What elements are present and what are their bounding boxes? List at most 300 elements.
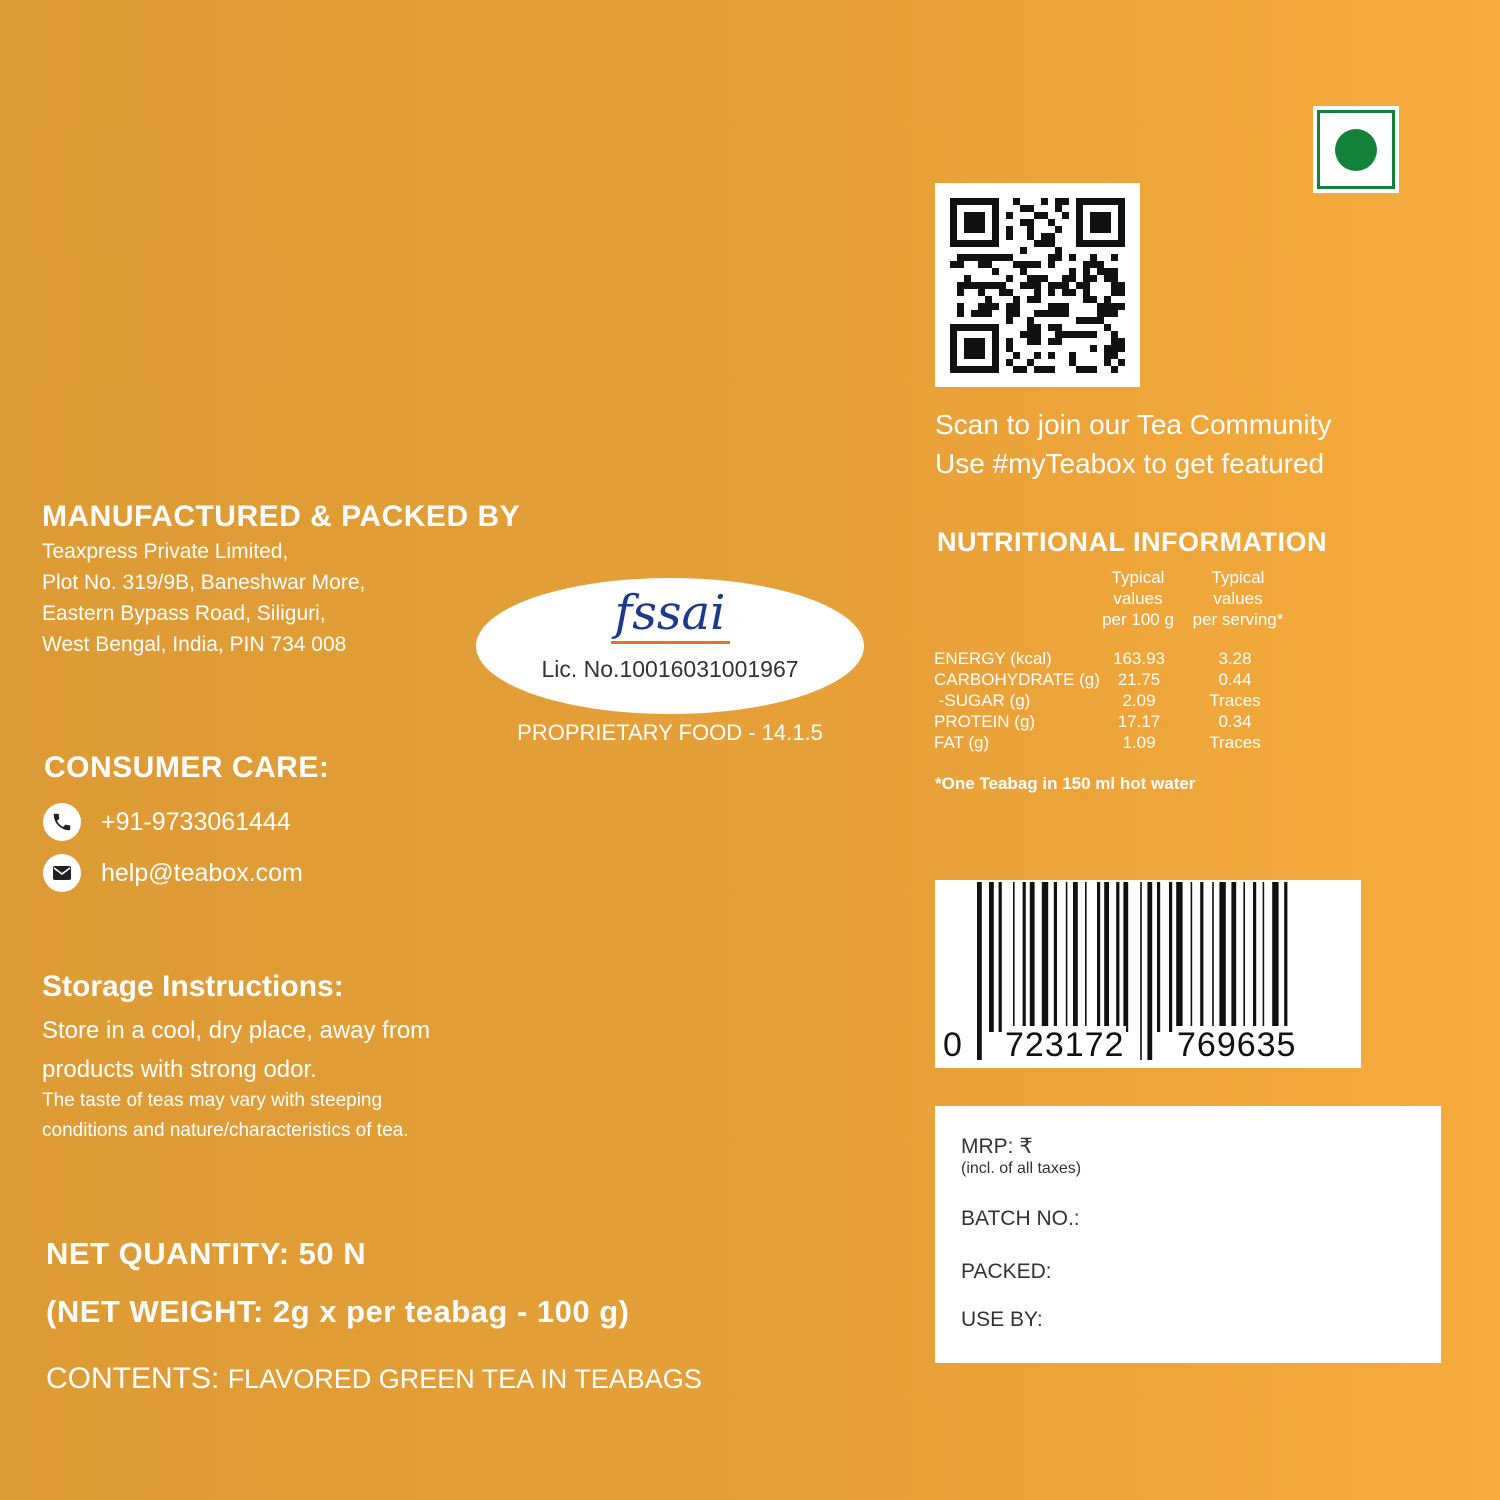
qr-module [1048,303,1055,310]
qr-module [1041,275,1048,282]
qr-module [1097,268,1104,275]
qr-module [1111,275,1118,282]
barcode-bar [1097,882,1100,1032]
nutrient-per100: 1.09 [1122,733,1156,752]
qr-module [1034,282,1041,289]
qr-module [992,303,999,310]
qr-module [1097,310,1104,317]
barcode-bar [1284,882,1287,1032]
qr-module [957,324,964,331]
qr-module [957,282,964,289]
qr-module [1055,226,1062,233]
nutrient-per100: 21.75 [1117,670,1161,689]
qr-module [1048,352,1055,359]
qr-module [1055,324,1062,331]
storage-note-line: The taste of teas may vary with steeping [42,1090,383,1111]
qr-module [1118,359,1125,366]
qr-module [1076,212,1083,219]
qr-module [1034,324,1041,331]
storage-line: Store in a cool, dry place, away from [42,1017,431,1044]
qr-module [1076,205,1083,212]
veg-mark-icon [1313,106,1399,193]
qr-module [957,366,964,373]
qr-module [1090,345,1097,352]
mrp-note: (incl. of all taxes) [961,1160,1082,1177]
qr-module [1034,310,1041,317]
qr-module [950,198,957,205]
qr-module [1006,233,1013,240]
qr-module [1034,212,1041,219]
qr-module [978,303,985,310]
qr-module [1083,296,1090,303]
barcode-bar [1212,882,1214,1032]
qr-module [1069,359,1076,366]
qr-module [1083,331,1090,338]
nutrient-serving: 0.44 [1218,670,1252,689]
nutrition-heading: NUTRITIONAL INFORMATION [937,527,1327,557]
use-by-label: USE BY: [961,1308,1043,1331]
qr-module [1083,275,1090,282]
qr-module [971,282,978,289]
qr-module [950,233,957,240]
qr-module [1048,282,1055,289]
qr-module [1062,275,1069,282]
barcode-digit-first: 0 [943,1026,962,1064]
qr-module [964,254,971,261]
qr-module [1069,352,1076,359]
qr-module [1006,226,1013,233]
qr-module [1034,352,1041,359]
qr-module [992,324,999,331]
qr-module [978,366,985,373]
qr-module [964,226,971,233]
qr-module [1069,268,1076,275]
qr-module [1027,324,1034,331]
qr-module [1104,310,1111,317]
qr-module [1118,233,1125,240]
qr-module [964,219,971,226]
qr-module [1083,317,1090,324]
qr-module [1111,338,1118,345]
qr-module [1097,240,1104,247]
qr-module [1118,219,1125,226]
qr-module [950,219,957,226]
qr-module [1034,366,1041,373]
qr-module [1090,198,1097,205]
qr-module [1097,219,1104,226]
qr-module [978,338,985,345]
qr-module [971,219,978,226]
email-row[interactable] [43,854,303,892]
qr-module [1111,352,1118,359]
phone-icon [43,803,81,841]
nutrient-name: -SUGAR (g) [934,691,1031,710]
qr-module [964,324,971,331]
qr-module [1041,366,1048,373]
qr-module [985,366,992,373]
qr-module [1020,261,1027,268]
qr-module [1020,219,1027,226]
barcode-bar [1263,882,1265,1032]
qr-module [985,261,992,268]
qr-module [1013,261,1020,268]
qr-module [971,324,978,331]
qr-module [957,254,964,261]
qr-module [1048,254,1055,261]
qr-module [1083,268,1090,275]
qr-module [1097,198,1104,205]
storage-instructions [42,1011,430,1089]
qr-module [1048,324,1055,331]
qr-module [971,310,978,317]
qr-module [1090,331,1097,338]
qr-module [964,282,971,289]
qr-module [992,331,999,338]
qr-module [971,345,978,352]
qr-module [999,289,1006,296]
qr-module [971,226,978,233]
qr-module [1006,289,1013,296]
qr-module [971,212,978,219]
nutrition-footnote: *One Teabag in 150 ml hot water [935,774,1196,793]
qr-module [1034,296,1041,303]
qr-module [1111,240,1118,247]
nutrient-serving: 0.34 [1218,712,1252,731]
nutrient-serving: Traces [1209,691,1261,710]
qr-module [1104,359,1111,366]
qr-module [1034,289,1041,296]
qr-module [992,226,999,233]
qr-module [1048,310,1055,317]
storage-line: products with strong odor. [42,1056,317,1083]
qr-module [1034,338,1041,345]
qr-module [985,296,992,303]
qr-module [999,254,1006,261]
qr-module [1111,289,1118,296]
barcode [935,880,1361,1068]
qr-module [1062,212,1069,219]
qr-module [985,310,992,317]
qr-module [1055,247,1062,254]
manufacturer-heading: MANUFACTURED & PACKED BY [42,500,521,533]
qr-module [1027,338,1034,345]
barcode-bar [1066,882,1068,1032]
qr-module [1048,366,1055,373]
qr-module [1034,240,1041,247]
qr-module [992,205,999,212]
qr-module [1111,282,1118,289]
qr-module [1006,303,1013,310]
qr-module [1013,366,1020,373]
qr-module [1076,198,1083,205]
qr-module [1027,205,1034,212]
qr-module [978,198,985,205]
qr-module [1006,212,1013,219]
qr-module [992,352,999,359]
barcode-bar [1042,882,1048,1032]
qr-module [950,205,957,212]
nutrient-serving: 3.28 [1218,649,1252,668]
qr-module [985,324,992,331]
qr-module [1034,275,1041,282]
qr-module [1076,240,1083,247]
packed-label: PACKED: [961,1260,1052,1283]
phone-number[interactable]: +91-9733061444 [101,807,291,836]
qr-module [985,254,992,261]
community-text [935,405,1331,483]
fssai-category: PROPRIETARY FOOD - 14.1.5 [517,720,823,745]
qr-module [1062,289,1069,296]
barcode-bar [1243,882,1245,1032]
qr-module [964,240,971,247]
qr-module [985,282,992,289]
qr-module [1027,226,1034,233]
qr-module [978,240,985,247]
qr-module [950,212,957,219]
qr-module [1048,289,1055,296]
fssai-logo-text: fssai [611,585,730,644]
barcode-group-1: 723172 [1005,1026,1125,1064]
qr-module [1083,240,1090,247]
address-line: West Bengal, India, PIN 734 008 [42,633,347,656]
qr-module [1013,198,1020,205]
barcode-bar [1191,882,1193,1032]
qr-module [1027,275,1034,282]
qr-module [992,198,999,205]
qr-module [1062,331,1069,338]
qr-module [978,226,985,233]
qr-module [1055,254,1062,261]
col-header-line: values [1213,589,1263,608]
nutrition-table [934,648,1296,753]
qr-module [1097,261,1104,268]
qr-module [1118,345,1125,352]
qr-module [1013,352,1020,359]
qr-module [950,331,957,338]
nutrient-serving: Traces [1209,733,1261,752]
qr-module [992,338,999,345]
barcode-bar [1272,882,1278,1032]
storage-note [42,1086,408,1146]
qr-module [1118,198,1125,205]
barcode-bar [1231,882,1236,1032]
qr-module [1104,240,1111,247]
qr-module [1062,282,1069,289]
qr-module [1104,303,1111,310]
qr-module [1041,212,1048,219]
contents-label: CONTENTS: [46,1362,220,1395]
qr-module [950,352,957,359]
qr-module [1090,226,1097,233]
col-header-line: Typical [1111,568,1165,587]
qr-module [1055,205,1062,212]
qr-module [971,198,978,205]
qr-module [1069,289,1076,296]
qr-module [1020,366,1027,373]
qr-module [1083,198,1090,205]
qr-module [1118,226,1125,233]
qr-module [1027,219,1034,226]
barcode-bar [1085,882,1087,1032]
qr-module [1090,275,1097,282]
qr-module [1020,205,1027,212]
qr-module [1048,261,1055,268]
qr-module [992,219,999,226]
address-line: Teaxpress Private Limited, [42,540,289,563]
qr-module [1118,289,1125,296]
qr-module [1076,233,1083,240]
qr-module [1118,205,1125,212]
qr-module [999,282,1006,289]
qr-module [992,268,999,275]
qr-module [964,212,971,219]
qr-module [957,198,964,205]
barcode-bar [1023,882,1026,1032]
address-line: Plot No. 319/9B, Baneshwar More, [42,571,366,594]
qr-module [1104,219,1111,226]
qr-module [1083,366,1090,373]
qr-module [1062,310,1069,317]
envelope-icon [43,854,81,892]
qr-module [1111,268,1118,275]
phone-row[interactable] [43,803,291,841]
nutrition-col-serving [1185,567,1291,630]
nutrient-name: CARBOHYDRATE (g) [934,670,1100,689]
qr-module [1048,338,1055,345]
qr-module [950,324,957,331]
qr-module [978,324,985,331]
fssai-logo [476,585,864,641]
barcode-bar [1219,882,1225,1032]
price-box [935,1106,1441,1363]
qr-module [1006,359,1013,366]
qr-module [1104,275,1111,282]
col-header-line: Typical [1211,568,1265,587]
barcode-bar [1200,882,1203,1032]
qr-module [1041,310,1048,317]
qr-module [1006,254,1013,261]
qr-module [978,254,985,261]
qr-module [1097,226,1104,233]
qr-module [978,282,985,289]
qr-module [1020,282,1027,289]
qr-module [957,303,964,310]
fssai-license: Lic. No.10016031001967 [541,656,799,682]
qr-module [992,240,999,247]
qr-module [1055,303,1062,310]
community-line-2: Use #myTeabox to get featured [935,448,1325,479]
barcode-bar [1054,882,1057,1032]
qr-module [1041,240,1048,247]
qr-module [985,303,992,310]
qr-module [1090,296,1097,303]
qr-module [1104,226,1111,233]
qr-module [1097,303,1104,310]
qr-module [1062,303,1069,310]
qr-module [1111,331,1118,338]
net-weight: (NET WEIGHT: 2g x per teabag - 100 g) [46,1294,630,1329]
qr-module [1020,247,1027,254]
qr-module [1027,296,1034,303]
qr-module [950,345,957,352]
qr-module [971,352,978,359]
qr-module [978,352,985,359]
barcode-bar [1073,882,1078,1032]
qr-module [992,212,999,219]
qr-module [1090,317,1097,324]
qr-module [964,198,971,205]
net-quantity: NET QUANTITY: 50 N [46,1236,367,1271]
qr-module [971,338,978,345]
qr-module [950,261,957,268]
consumer-care-heading: CONSUMER CARE: [44,751,330,784]
qr-module [957,310,964,317]
qr-code-icon[interactable] [935,183,1140,387]
qr-module [1076,226,1083,233]
qr-module [992,233,999,240]
qr-module [978,261,985,268]
qr-module [1062,198,1069,205]
qr-module [1104,268,1111,275]
qr-module [1034,331,1041,338]
qr-module [1118,303,1125,310]
contents [46,1362,702,1396]
qr-module [985,240,992,247]
barcode-bar [977,882,982,1060]
qr-module [957,289,964,296]
qr-module [964,275,971,282]
qr-module [1090,261,1097,268]
qr-module [1055,282,1062,289]
qr-module [950,366,957,373]
qr-module [1006,338,1013,345]
qr-module [1104,352,1111,359]
barcode-bar [1104,882,1109,1032]
qr-module [1020,331,1027,338]
qr-module [1104,345,1111,352]
col-header-line: per serving* [1192,610,1284,629]
qr-module [1118,212,1125,219]
email-address[interactable]: help@teabox.com [101,858,303,887]
qr-module [1104,198,1111,205]
qr-module [1076,366,1083,373]
qr-module [950,240,957,247]
qr-module [1055,310,1062,317]
qr-module [978,289,985,296]
qr-module [957,240,964,247]
qr-module [1013,296,1020,303]
qr-module [1013,303,1020,310]
batch-label: BATCH NO.: [961,1207,1080,1230]
barcode-bar [1123,882,1128,1032]
qr-module [1076,282,1083,289]
qr-module [1027,261,1034,268]
col-header-line: values [1113,589,1163,608]
qr-module [1083,289,1090,296]
qr-module [1083,282,1090,289]
barcode-bar [1169,882,1172,1032]
community-line-1: Scan to join our Tea Community [935,409,1332,440]
qr-module [1090,212,1097,219]
qr-module [1111,366,1118,373]
qr-module [1118,338,1125,345]
qr-module [1034,261,1041,268]
nutrient-per100: 17.17 [1117,712,1161,731]
barcode-bar [1030,882,1035,1032]
barcode-bar [1176,882,1182,1032]
qr-module [950,226,957,233]
qr-module [1076,331,1083,338]
